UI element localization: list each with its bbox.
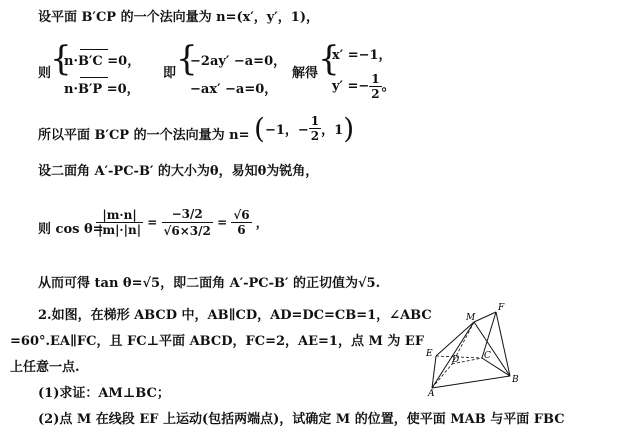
label-a: A <box>428 389 435 396</box>
edge-mf <box>474 312 496 322</box>
word-ze: 则 <box>38 66 52 81</box>
label-f: F <box>498 303 505 313</box>
left-brace-3: { <box>318 39 340 79</box>
cos-formula: $\frac{|m\cdot n|}{|m|\cdot|n|}$ = $\frac{-3/2}{√6\times 3/2}$ = $\frac{√6}{6}$ ， <box>98 207 268 239</box>
equation-n-bc: n·B′C =0， <box>64 54 141 69</box>
label-b: B <box>512 375 519 385</box>
left-brace-1: { <box>50 39 72 79</box>
problem2-line-2: =60°.EA∥FC，且 FC⊥平面 ABCD，FC=2，AE=1，点 M 为 EF <box>10 334 425 349</box>
fraction-mn: $\frac{|m\cdot n|}{|m|\cdot|n|}$ <box>98 208 142 238</box>
equation-n-bp: n·B′P =0， <box>64 82 140 97</box>
geometry-figure <box>418 296 528 396</box>
label-m: M <box>466 313 476 323</box>
vector-arrow-bp <box>80 77 108 78</box>
result-y: y′ =− $\frac{1}{2}$ 。 <box>332 72 395 101</box>
label-e: E <box>426 349 433 359</box>
label-c: C <box>484 351 491 361</box>
cos-label: 则 cos θ= <box>38 222 104 237</box>
vector-arrow-bc <box>80 49 108 50</box>
fraction-one-half-b: $\frac{1}{2}$ <box>310 114 320 143</box>
solution-line-4: 设二面角 A′-PC-B′ 的大小为θ，易知θ为锐角， <box>38 164 319 179</box>
equation-ay: −2ay′ −a=0， <box>190 54 287 69</box>
equation-ax: −ax′ −a=0， <box>190 82 278 97</box>
problem2-line-1: 2.如图，在梯形 ABCD 中，AB∥CD，AD=DC=CB=1，∠ABC <box>38 308 432 323</box>
fraction-sqrt6-6: $\frac{√6}{6}$ <box>233 208 250 238</box>
result-y-lhs: y′ =− <box>332 79 370 94</box>
solution-line-6: 从而可得 tan θ=√5，即二面角 A′-PC-B′ 的正切值为√5. <box>38 276 381 291</box>
label-d: D <box>452 355 460 365</box>
problem2-part-2: (2)点 M 在线段 EF 上运动(包括两端点)，试确定 M 的位置，使平面 MAB 与平面 FBC <box>38 412 565 427</box>
result-x: x′ =−1， <box>332 48 392 63</box>
edge-me <box>436 322 474 356</box>
edge-ab <box>432 376 510 388</box>
solution-line-3: 所以平面 B′CP 的一个法向量为 n= <box>38 128 250 143</box>
solution-line-1: 设平面 B′CP 的一个法向量为 n=(x′，y′，1)， <box>38 10 319 25</box>
problem2-line-3: 上任意一点. <box>10 360 80 375</box>
normal-vector-value: (−1，− $\frac{1}{2}$ ，1) <box>254 112 355 145</box>
left-brace-2: { <box>176 39 198 79</box>
fraction-one-half: $\frac{1}{2}$ <box>371 72 380 101</box>
problem2-part-1: (1)求证：AM⊥BC； <box>38 386 170 401</box>
fraction-values: $\frac{-3/2}{√6\times 3/2}$ <box>163 207 211 239</box>
word-jiede: 解得 <box>292 66 319 81</box>
word-ji: 即 <box>163 66 177 81</box>
